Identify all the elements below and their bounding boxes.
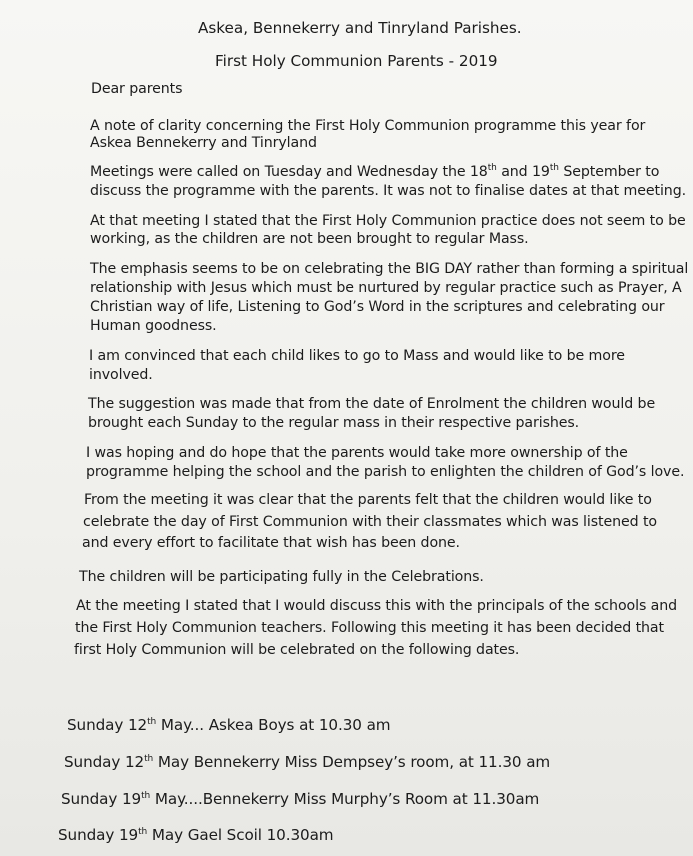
p2-ordinal-1: th (487, 163, 497, 173)
document-title: First Holy Communion Parents - 2019 (215, 52, 498, 70)
parishes-heading: Askea, Bennekerry and Tinryland Parishes. (198, 19, 522, 37)
paragraph-9-line-1: The children will be participating fully in the Celebrations. (79, 569, 484, 585)
schedule-date: Sunday 12 (64, 753, 145, 771)
schedule-date: Sunday 19 (58, 826, 139, 844)
salutation: Dear parents (91, 81, 183, 97)
p2-text-c: September to (558, 164, 660, 180)
paragraph-2-line-2: discuss the programme with the parents. It was not to finalise dates at that meeting. (90, 183, 687, 199)
paragraph-10-line-1: At the meeting I stated that I would discuss this with the principals of the schools and (76, 598, 678, 614)
schedule-detail: May Bennekerry Miss Dempsey’s room, at 11.30 am (153, 753, 551, 771)
schedule-ordinal: th (138, 827, 148, 837)
paragraph-2-line-1 (90, 163, 659, 181)
paragraph-4-line-4: Human goodness. (90, 318, 217, 334)
paragraph-4-line-2: relationship with Jesus which must be nurtured by regular practice such as Prayer, A (90, 280, 682, 296)
paragraph-6-line-2: brought each Sunday to the regular mass in their respective parishes. (88, 415, 580, 431)
paragraph-8-line-1: From the meeting it was clear that the parents felt that the children would like to (84, 492, 652, 508)
paragraph-7-line-2: programme helping the school and the parish to enlighten the children of God’s love. (86, 464, 685, 480)
schedule-ordinal: th (141, 791, 151, 801)
paragraph-1-line-2: Askea Bennekerry and Tinryland (90, 135, 317, 151)
paragraph-10-line-2: the First Holy Communion teachers. Following this meeting it has been decided that (75, 620, 664, 636)
paragraph-5-line-1: I am convinced that each child likes to go to Mass and would like to be more (89, 348, 625, 364)
paragraph-8-line-2: celebrate the day of First Communion with their classmates which was listened to (83, 514, 658, 530)
schedule-date: Sunday 12 (67, 716, 148, 734)
paragraph-3-line-1: At that meeting I stated that the First Holy Communion practice does not seem to be (90, 213, 686, 229)
paragraph-6-line-1: The suggestion was made that from the date of Enrolment the children would be (88, 396, 656, 412)
schedule-date: Sunday 19 (61, 790, 142, 808)
schedule-item (67, 716, 390, 734)
p2-text-b: and 19 (496, 164, 550, 180)
paragraph-4-line-3: Christian way of life, Listening to God’s Word in the scriptures and celebrating our (90, 299, 665, 315)
schedule-detail: May... Askea Boys at 10.30 am (156, 716, 391, 734)
schedule-detail: May....Bennekerry Miss Murphy’s Room at 11.30am (150, 790, 540, 808)
schedule-item (58, 826, 334, 844)
schedule-detail: May Gael Scoil 10.30am (147, 826, 334, 844)
p2-ordinal-2: th (549, 163, 559, 173)
paragraph-1-line-1: A note of clarity concerning the First Holy Communion programme this year for (90, 118, 646, 134)
paragraph-10-line-3: first Holy Communion will be celebrated on the following dates. (74, 642, 520, 658)
schedule-ordinal: th (144, 754, 154, 764)
schedule-item (64, 753, 550, 771)
paragraph-4-line-1: The emphasis seems to be on celebrating the BIG DAY rather than forming a spiritual (90, 261, 689, 277)
paragraph-7-line-1: I was hoping and do hope that the parents would take more ownership of the (86, 445, 628, 461)
schedule-ordinal: th (147, 717, 157, 727)
paragraph-5-line-2: involved. (89, 367, 153, 383)
p2-text-a: Meetings were called on Tuesday and Wednesday the 18 (90, 164, 488, 180)
schedule-item (61, 790, 539, 808)
paragraph-8-line-3: and every effort to facilitate that wish has been done. (82, 535, 460, 551)
paragraph-3-line-2: working, as the children are not been brought to regular Mass. (90, 231, 529, 247)
